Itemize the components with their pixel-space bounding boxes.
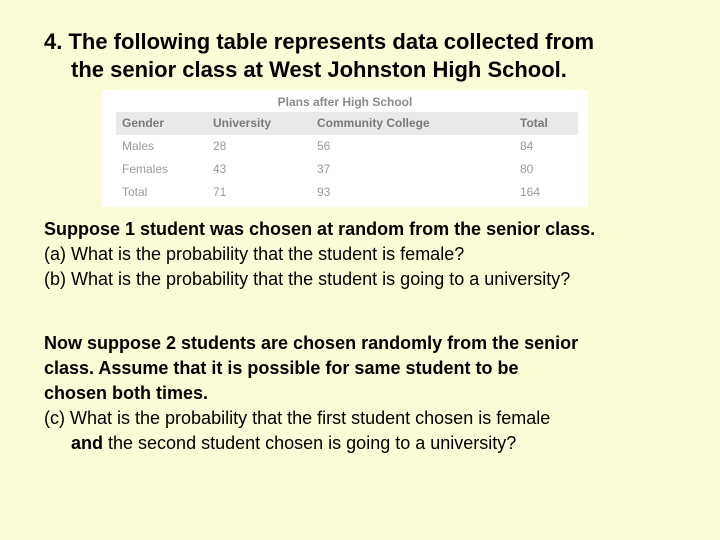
cell-total: 164: [520, 185, 541, 199]
table-caption: Plans after High School: [277, 95, 413, 109]
part2-intro-line3: chosen both times.: [44, 383, 209, 403]
question-title: [44, 28, 684, 84]
header-gender: Gender: [122, 116, 165, 130]
question-c-line2: [44, 431, 704, 456]
cell-gender: Males: [122, 139, 155, 153]
cell-university: 43: [213, 162, 227, 176]
cell-university: 71: [213, 185, 227, 199]
question-c-and: and: [71, 433, 104, 453]
part2-questions: [44, 331, 704, 456]
cell-total: 84: [520, 139, 534, 153]
header-university: University: [213, 116, 272, 130]
cell-gender: Females: [122, 162, 169, 176]
question-title-line1: 4. The following table represents data collected from: [44, 29, 595, 54]
part1-intro: Suppose 1 student was chosen at random from the senior class.: [44, 219, 596, 239]
question-b: (b) What is the probability that the student is going to a university?: [44, 269, 571, 289]
cell-university: 28: [213, 139, 227, 153]
header-total: Total: [520, 116, 548, 130]
question-c-line1: (c) What is the probability that the first student chosen is female: [44, 408, 551, 428]
data-table: [102, 90, 588, 207]
table-header-row: [116, 112, 578, 135]
question-a: (a) What is the probability that the student is female?: [44, 244, 465, 264]
table-row: [116, 135, 578, 158]
table-row: [116, 181, 578, 204]
part1-questions: [44, 217, 704, 292]
cell-community-college: 93: [317, 185, 331, 199]
part2-intro-line2: class. Assume that it is possible for same student to be: [44, 358, 519, 378]
cell-total: 80: [520, 162, 534, 176]
header-community-college: Community College: [317, 116, 430, 130]
table-row: [116, 158, 578, 181]
part2-intro-line1: Now suppose 2 students are chosen randomly from the senior: [44, 333, 579, 353]
cell-community-college: 37: [317, 162, 331, 176]
cell-gender: Total: [122, 185, 148, 199]
question-c-line2-rest: the second student chosen is going to a university?: [103, 433, 517, 453]
question-title-line2: the senior class at West Johnston High School.: [71, 57, 567, 82]
cell-community-college: 56: [317, 139, 331, 153]
